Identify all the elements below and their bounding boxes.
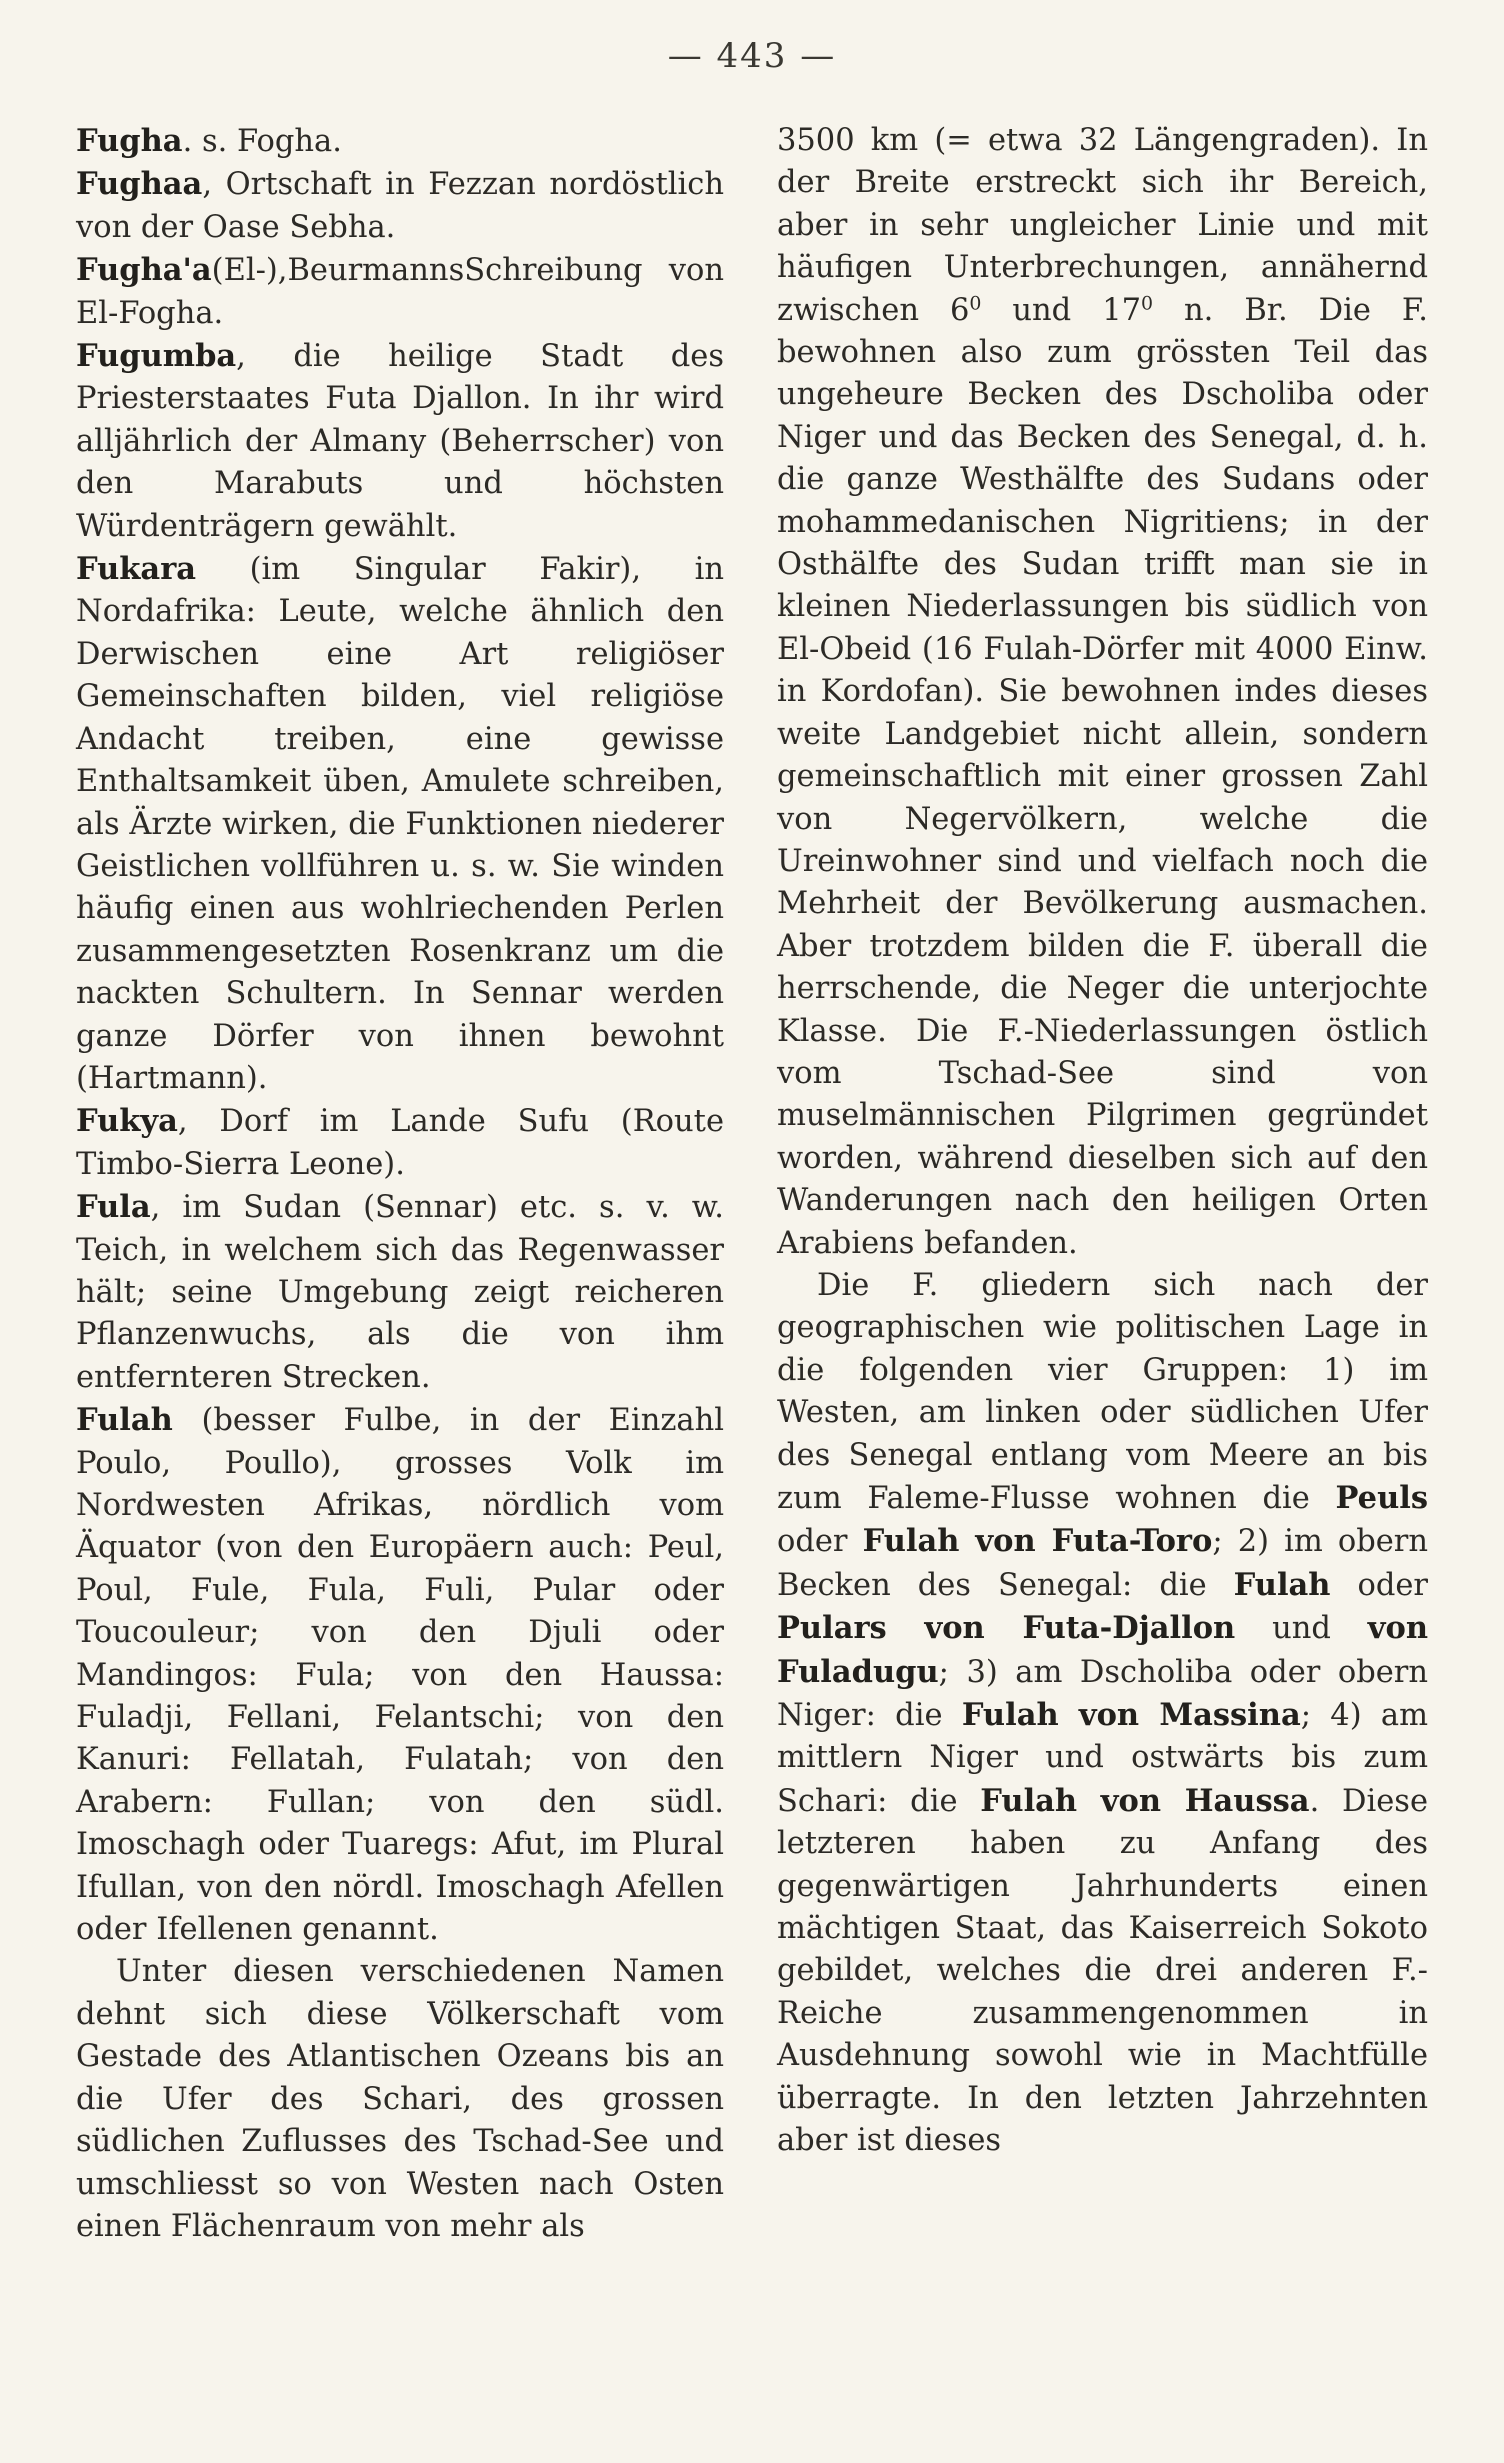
text-run: . Diese letzteren haben zu Anfang des gegenwärtigen Jahrhunderts einen mächtigen Staat, das Kaiserreich Sokoto gebildet, welches die drei anderen F.-Reiche zusammengenommen in Ausdehnung sowohl wie in Machtfülle überragte. In den letzten Jahrzehnten aber ist dieses xyxy=(777,1783,1428,2159)
dictionary-entry xyxy=(76,249,724,335)
bold-term: Peuls xyxy=(1335,1480,1428,1516)
bold-term: Fulah xyxy=(1233,1566,1331,1603)
entry-text: , Dorf im Lande Sufu (Route Timbo-Sierra Leone). xyxy=(76,1104,724,1182)
entry-headword: Fughaa xyxy=(76,166,203,203)
bold-term: Fulah von Haussa xyxy=(980,1782,1310,1819)
dictionary-entry xyxy=(76,1951,724,2248)
entry-text: Unter diesen verschiedenen Namen dehnt sich diese Völkerschaft vom Gestade des Atlantischen Ozeans bis an die Ufer des Schari, des grossen südlichen Zuflusses des Tschad-See und umschliesst so von Westen nach Osten einen Flächenraum von mehr als xyxy=(76,1954,724,2244)
entry-headword: Fukya xyxy=(76,1103,178,1140)
text-run: oder xyxy=(1330,1567,1428,1603)
page-number: — 443 — xyxy=(667,36,837,76)
entry-headword: Fugha'a xyxy=(76,252,212,289)
text-run: oder xyxy=(777,1524,863,1560)
entry-headword: Fugha xyxy=(76,123,183,159)
dictionary-entry xyxy=(76,1399,724,1951)
degree-superscript: 0 xyxy=(1141,292,1154,315)
entry-text: , Ortschaft in Fezzan nordöstlich von der Oase Sebha. xyxy=(76,167,724,245)
entry-text: (El-),BeurmannsSchreibung von El-Fogha. xyxy=(76,253,724,331)
dictionary-entry xyxy=(76,1186,724,1399)
entry-headword: Fukara xyxy=(76,551,197,588)
entry-headword: Fulah xyxy=(76,1402,173,1439)
entry-text: , die heilige Stadt des Priesterstaates Futa Djallon. In ihr wird alljährlich der Almany (Beherrscher) von den Marabuts und höchsten Würdenträgern gewählt. xyxy=(76,339,724,544)
bold-term: Pulars von Futa-Djallon xyxy=(777,1610,1236,1647)
text-run: n. Br. Die F. bewohnen also zum grössten Teil das ungeheure Becken des Dscholiba oder Niger und das Becken des Senegal, d. h. die ganze Westhälfte des Sudans oder mohammedanischen Nigritiens; in der Osthälfte des Sudan trifft man sie in kleinen Niederlassungen bis südlich von El-Obeid (16 Fulah-Dörfer mit 4000 Einw. in Kordofan). Sie bewohnen indes dieses weite Landgebiet nicht allein, sondern gemeinschaftlich mit einer grossen Zahl von Negervölkern, welche die Ureinwohner sind und vielfach noch die Mehrheit der Bevölkerung ausmachen. Aber trotzdem bilden die F. überall die herrschende, die Neger die unterjochte Klasse. Die F.-Niederlassungen östlich vom Tschad-See sind von muselmännischen Pilgrimen gegründet worden, während dieselben sich auf den Wanderungen nach den heiligen Orten Arabiens befanden. xyxy=(777,292,1428,1261)
right-column xyxy=(777,120,1428,2163)
entry-text: (besser Fulbe, in der Einzahl Poulo, Poullo), grosses Volk im Nordwesten Afrikas, nördlich vom Äquator (von den Europäern auch: Peul, Poul, Fule, Fula, Fuli, Pular oder Toucouleur; von den Djuli oder Mandingos: Fula; von den Haussa: Fuladji, Fellani, Felantschi; von den Kanuri: Fellatah, Fulatah; von den Arabern: Fullan; von den südl. Imoschagh oder Tuaregs: Afut, im Plural Ifullan, von den nördl. Imoschagh Afellen oder Ifellenen genannt. xyxy=(76,1403,724,1948)
dictionary-entry xyxy=(76,335,724,548)
bold-term: Fulah von Futa-Toro xyxy=(862,1523,1213,1560)
dictionary-entry xyxy=(76,1100,724,1186)
entry-headword: Fula xyxy=(76,1189,151,1226)
paragraph xyxy=(777,1265,1428,2163)
bold-term: Fulah von Massina xyxy=(961,1697,1301,1734)
entry-headword: Fugumba xyxy=(76,338,237,375)
dictionary-entry xyxy=(76,163,724,249)
dictionary-entry xyxy=(76,548,724,1100)
degree-superscript: 0 xyxy=(969,292,982,315)
text-run: ; 4) am mittlern Niger und ostwärts bis zum Schari: die xyxy=(777,1698,1429,1819)
entry-text: , im Sudan (Sennar) etc. s. v. w. Teich, in welchem sich das Regenwasser hält; seine Umgebung zeigt reicheren Pflanzenwuchs, als die von ihm entfernteren Strecken. xyxy=(76,1190,724,1395)
text-run: Die F. gliedern sich nach der geographischen wie politischen Lage in die folgenden vier Gruppen: 1) im Westen, am linken oder südlichen Ufer des Senegal entlang vom Meere an bis zum Faleme-Flusse wohnen die xyxy=(777,1267,1428,1516)
text-run: ; 2) im obern Becken des Senegal: die xyxy=(777,1524,1428,1603)
dictionary-entry xyxy=(76,120,724,163)
text-run: 3500 km (= etwa 32 Längengraden). In der Breite erstreckt sich ihr Bereich, aber in sehr ungleicher Linie und mit häufigen Unterbrechungen, annähernd zwischen 6 xyxy=(777,123,1428,328)
bold-term: von Fuladugu xyxy=(777,1610,1428,1690)
paragraph xyxy=(777,120,1428,1265)
text-run: und xyxy=(1235,1611,1368,1647)
entry-text: . s. Fogha. xyxy=(182,124,342,159)
left-column xyxy=(76,120,724,2248)
text-run: und 17 xyxy=(981,292,1141,328)
text-run: ; 3) am Dscholiba oder obern Niger: die xyxy=(777,1654,1428,1734)
entry-text: (im Singular Fakir), in Nordafrika: Leute, welche ähnlich den Derwischen eine Art religiöser Gemeinschaften bilden, viel religiöse Andacht treiben, eine gewisse Enthaltsamkeit üben, Amulete schreiben, als Ärzte wirken, die Funktionen niederer Geistlichen vollführen u. s. w. Sie winden häufig einen aus wohlriechenden Perlen zusammengesetzten Rosenkranz um die nackten Schultern. In Sennar werden ganze Dörfer von ihnen bewohnt (Hartmann). xyxy=(76,552,724,1096)
